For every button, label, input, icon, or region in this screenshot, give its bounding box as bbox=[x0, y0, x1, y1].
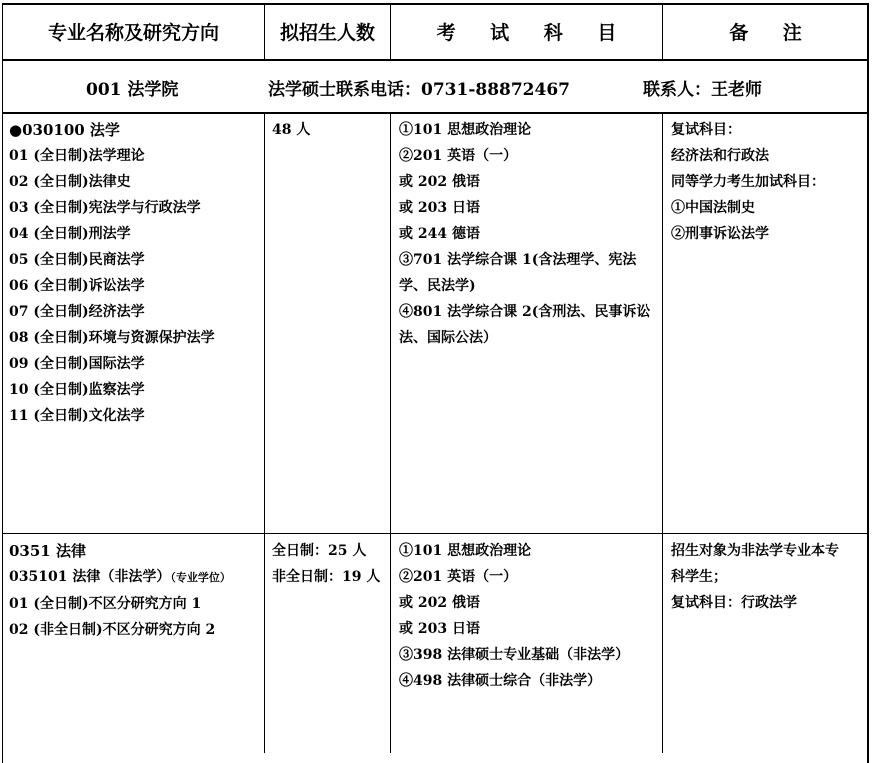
subject-item: ②201 英语（一） bbox=[399, 569, 518, 585]
department-phone: 法学硕士联系电话：0731-88872467 bbox=[268, 79, 570, 100]
subject-item: ②201 英语（一） bbox=[399, 148, 518, 164]
sub-title-note: （专业学位） bbox=[170, 571, 231, 584]
subject-item: ③398 法律硕士专业基础（非法学） bbox=[399, 647, 630, 663]
enrollment-count: 非全日制：19 人 bbox=[272, 569, 381, 585]
subject-item: 法、国际公法） bbox=[399, 330, 497, 346]
subject-item: 或 203 日语 bbox=[399, 621, 480, 637]
direction-item: 01 (全日制)不区分研究方向 1 bbox=[9, 596, 202, 612]
remark-item: 同等学力考生加试科目： bbox=[671, 174, 825, 190]
remark-item: ①中国法制史 bbox=[671, 200, 755, 216]
remark-item: 复试科目：行政法学 bbox=[671, 595, 797, 611]
direction-item: 04 (全日制)刑法学 bbox=[9, 226, 131, 242]
row1-subjects-cell bbox=[399, 117, 661, 351]
row1-enrollment-cell bbox=[272, 117, 388, 143]
subject-item: 或 244 德语 bbox=[399, 226, 480, 242]
department-name: 001 法学院 bbox=[86, 79, 179, 100]
row1-remarks-cell bbox=[671, 117, 867, 247]
remark-item: 科学生； bbox=[671, 569, 727, 585]
header-enrollment: 拟招生人数 bbox=[279, 22, 375, 44]
department-contact: 联系人：王老师 bbox=[643, 79, 762, 100]
col-divider-3-body bbox=[662, 113, 663, 753]
direction-item: 09 (全日制)国际法学 bbox=[9, 356, 145, 372]
remark-item: 经济法和行政法 bbox=[671, 148, 769, 164]
direction-item: 01 (全日制)法学理论 bbox=[9, 148, 145, 164]
col-divider-1-body bbox=[264, 113, 265, 753]
sub-title-text: 035101 法律（非法学） bbox=[9, 569, 171, 585]
subject-item: ①101 思想政治理论 bbox=[399, 122, 532, 138]
subject-item: ③701 法学综合课 1(含法理学、宪法 bbox=[399, 252, 637, 268]
subject-item: ④801 法学综合课 2(含刑法、民事诉讼 bbox=[399, 304, 651, 320]
row-divider bbox=[2, 533, 869, 534]
header-subjects: 考 试 科 目 bbox=[436, 22, 631, 44]
remark-item: ②刑事诉讼法学 bbox=[671, 226, 769, 242]
subject-item: 学、民法学) bbox=[399, 278, 476, 294]
subject-item: ①101 思想政治理论 bbox=[399, 543, 532, 559]
direction-item: 03 (全日制)宪法学与行政法学 bbox=[9, 200, 201, 216]
direction-item: 02 (全日制)法律史 bbox=[9, 174, 131, 190]
direction-item: 11 (全日制)文化法学 bbox=[9, 408, 145, 424]
row2-major-cell bbox=[9, 538, 263, 643]
header-remarks: 备 注 bbox=[729, 22, 816, 44]
direction-item: 08 (全日制)环境与资源保护法学 bbox=[9, 330, 215, 346]
header-major: 专业名称及研究方向 bbox=[47, 22, 219, 44]
row1-major-title: ●030100 法学 bbox=[9, 121, 120, 139]
subject-item: 或 203 日语 bbox=[399, 200, 480, 216]
enrollment-count: 48 人 bbox=[272, 122, 311, 138]
direction-item: 06 (全日制)诉讼法学 bbox=[9, 278, 145, 294]
direction-item: 05 (全日制)民商法学 bbox=[9, 252, 145, 268]
direction-item: 07 (全日制)经济法学 bbox=[9, 304, 145, 320]
row2-major-title: 0351 法律 bbox=[9, 542, 86, 560]
row2-sub-title bbox=[9, 564, 263, 591]
subject-item: ④498 法律硕士综合（非法学） bbox=[399, 673, 602, 689]
enrollment-count: 全日制：25 人 bbox=[272, 543, 367, 559]
department-divider bbox=[2, 112, 869, 114]
row1-major-cell bbox=[9, 117, 263, 429]
direction-item: 10 (全日制)监察法学 bbox=[9, 382, 145, 398]
subject-item: 或 202 俄语 bbox=[399, 174, 480, 190]
row2-enrollment-cell bbox=[272, 538, 388, 590]
remark-item: 招生对象为非法学专业本专 bbox=[671, 543, 839, 559]
remark-item: 复试科目： bbox=[671, 122, 741, 138]
row2-subjects-cell bbox=[399, 538, 661, 694]
direction-item: 02 (非全日制)不区分研究方向 2 bbox=[9, 622, 216, 638]
subject-item: 或 202 俄语 bbox=[399, 595, 480, 611]
row2-remarks-cell bbox=[671, 538, 867, 616]
col-divider-2-body bbox=[390, 113, 391, 753]
